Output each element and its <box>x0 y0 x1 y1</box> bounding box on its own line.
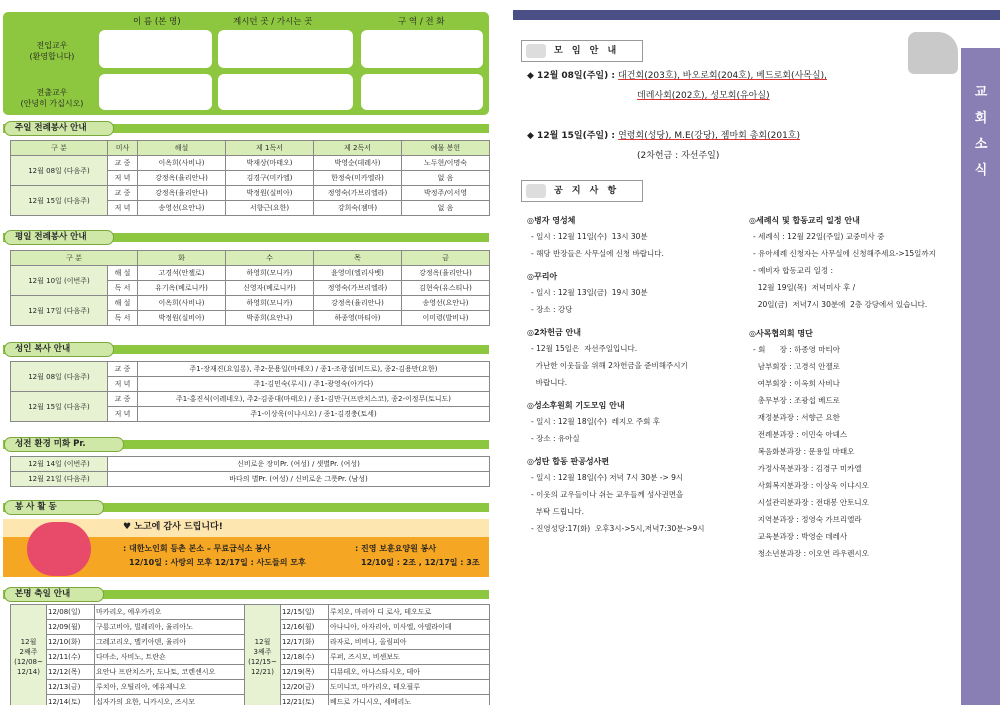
notice-line: 남부회장 : 고경석 안젤로 <box>753 362 840 371</box>
notice-title <box>521 180 643 202</box>
cell: 저 녁 <box>108 377 138 392</box>
notice-item <box>527 214 747 262</box>
mail-icon <box>526 44 546 58</box>
notice-left-col <box>527 214 747 545</box>
weekday-title: 평일 전례봉사 안내 <box>4 230 114 245</box>
notice-line: 지역분과장 : 정영숙 가브리엘라 <box>753 515 862 524</box>
col: 제 2독서 <box>314 141 402 156</box>
notice-item <box>749 214 959 313</box>
feast-date: 12/18(수) <box>281 650 329 665</box>
transfer-box <box>3 12 489 115</box>
notice-icon <box>526 184 546 198</box>
cell: 신영자(베로니카) <box>226 281 314 296</box>
feast-date: 12/15(일) <box>281 605 329 620</box>
feast-date: 12/16(월) <box>281 620 329 635</box>
notice-line: - 장소 : 유아실 <box>531 434 580 443</box>
top-band <box>513 10 1000 20</box>
right-page <box>513 0 1000 705</box>
cell: 박정주/이서영 <box>402 186 490 201</box>
notice-heading: ◎성탄 합동 판공성사편 <box>527 457 610 466</box>
out-name-field[interactable] <box>99 74 212 110</box>
cell: 하영희(모니카) <box>226 296 314 311</box>
feast-title: 본명 축일 안내 <box>4 587 104 602</box>
feast-names: 루퍼, 즈시모, 비센보도 <box>329 650 490 665</box>
meeting-line1b: 데레사회(202호), 성모회(유아실) <box>637 91 770 101</box>
transfer-in-label: 전입교우 (환영합니다) <box>29 41 75 61</box>
left-page <box>0 0 495 705</box>
notice-heading: ◎꾸리아 <box>527 272 558 281</box>
vertical-title: 교회소식 <box>974 85 988 178</box>
notice-item <box>527 270 747 318</box>
cell: 이옥희(사비나) <box>138 156 226 171</box>
cell: 바다의 별Pr. (여성) / 신비로운 그릇Pr. (남성) <box>108 472 490 487</box>
heart-illustration <box>27 522 91 576</box>
feast-date: 12/12(목) <box>47 665 95 680</box>
service-title: 봉 사 활 동 <box>4 500 104 515</box>
mailbox-icon <box>908 32 958 74</box>
cell: 주1-이상욱(이냐시오) / 종1-김경충(토세) <box>138 407 490 422</box>
cell: 없 음 <box>402 171 490 186</box>
col: 금 <box>402 251 490 266</box>
cell: 박정원(실비아) <box>138 311 226 326</box>
cell: 정영숙(가브리엘라) <box>314 281 402 296</box>
feast-week-label: 12월 2째주 (12/08~ 12/14) <box>11 605 47 705</box>
feast-names: 라자로, 비비나, 올림피아 <box>329 635 490 650</box>
notice-item <box>527 326 747 391</box>
notice-line: 20일(금) 저녁7시 30분에 2층 강당에서 있습니다. <box>753 300 928 309</box>
in-name-field[interactable] <box>99 30 212 68</box>
cell: 저 녁 <box>108 407 138 422</box>
cell: 이옥희(사비나) <box>138 296 226 311</box>
col: 목 <box>314 251 402 266</box>
feast-names: 디뮤테오, 아나스타시오, 테아 <box>329 665 490 680</box>
feast-date: 12/13(금) <box>47 680 95 695</box>
col-name: 이 름 (본 명) <box>133 17 181 27</box>
in-place-field[interactable] <box>218 30 353 68</box>
date: 12월 21일 (다음주) <box>11 472 108 487</box>
env-title: 성전 환경 미화 Pr. <box>4 437 124 452</box>
col: 제 1독서 <box>226 141 314 156</box>
feast-names: 도미니코, 마카리오, 테오필루 <box>329 680 490 695</box>
col: 해설 <box>138 141 226 156</box>
notice-heading: ◎병자 영성체 <box>527 216 576 225</box>
meeting-title <box>521 40 643 62</box>
feast-names: 아나니아, 아자리아, 미사엘, 아델라이데 <box>329 620 490 635</box>
cell: 교 중 <box>108 392 138 407</box>
thanks: ♥ 노고에 감사 드립니다! <box>123 522 223 532</box>
cell: 하영희(모니카) <box>226 266 314 281</box>
col-place: 계시던 곳 / 가시는 곳 <box>233 17 313 27</box>
notice-title-text: 공 지 사 항 <box>554 186 620 196</box>
notice-line: 가정사목분과장 : 김경구 미카엘 <box>753 464 862 473</box>
cell: 김경구(미카엘) <box>226 171 314 186</box>
notice-line: 가난한 이웃들을 위해 2차헌금을 준비해주시기 <box>531 361 688 370</box>
cell: 교 중 <box>108 362 138 377</box>
notice-item <box>749 327 959 562</box>
service-right1: : 진영 보훈요양원 봉사 <box>355 544 437 553</box>
col: 미사 <box>108 141 138 156</box>
adult-table <box>10 361 490 422</box>
feast-date: 12/10(화) <box>47 635 95 650</box>
cell: 박영순(데레사) <box>314 156 402 171</box>
feast-date: 12/08(일) <box>47 605 95 620</box>
notice-item <box>527 399 747 447</box>
feast-date: 12/19(목) <box>281 665 329 680</box>
col-area: 구 역 / 전 화 <box>398 17 445 27</box>
cell: 주1-김민숙(루시) / 주1-광영숙(아가다) <box>138 377 490 392</box>
feast-names: 베드로 가니시오, 세베리노 <box>329 695 490 705</box>
feast-table <box>10 604 490 705</box>
cell: 신비로운 장미Pr. (여성) / 샛별Pr. (여성) <box>108 457 490 472</box>
in-area-field[interactable] <box>361 30 483 68</box>
cell: 유기옥(베로니카) <box>138 281 226 296</box>
notice-line: 여부회장 : 이옥희 사비나 <box>753 379 840 388</box>
notice-line: - 일시 : 12월 13일(금) 19시 30분 <box>531 288 648 297</box>
meeting-line2b: (2차헌금 : 자선주일) <box>637 151 720 161</box>
feast-row <box>11 605 490 620</box>
cell: 송영선(요안나) <box>402 296 490 311</box>
meeting-line1 <box>527 70 827 82</box>
env-table <box>10 456 490 487</box>
notice-line: - 회 장 : 하종영 마티아 <box>753 345 841 354</box>
m1b: 대건회(203호), 바오로회(204호), 베드로회(사목실), <box>618 71 827 81</box>
adult-title: 성인 복사 안내 <box>4 342 114 357</box>
transfer-out-label: 전출교우 (안녕히 가십시오) <box>20 88 84 108</box>
cell: 없 음 <box>402 201 490 216</box>
feast-date: 12/09(월) <box>47 620 95 635</box>
notice-heading: ◎세례식 및 합동교리 일정 안내 <box>749 216 860 225</box>
cell: 강희숙(젬마) <box>314 201 402 216</box>
cell: 박종희(요안나) <box>226 311 314 326</box>
cell: 강정옥(율리안나) <box>314 296 402 311</box>
date: 12월 08일 (다음주) <box>11 362 108 392</box>
cell: 정영숙(가브리엘라) <box>314 186 402 201</box>
notice-heading: ◎성소후원회 기도모임 안내 <box>527 401 625 410</box>
feast-date: 12/11(수) <box>47 650 95 665</box>
notice-line: - 일시 : 12월 11일(수) 13시 30분 <box>531 232 648 241</box>
feast-names: 요안나 프란치스카, 도나토, 코렌센시오 <box>95 665 245 680</box>
cell: 강정옥(율리안나) <box>402 266 490 281</box>
date: 12월 15일 (다음주) <box>11 392 108 422</box>
notice-line: 재정분과장 : 서향근 요한 <box>753 413 840 422</box>
service-right2: 12/10일 : 2조 , 12/17일 : 3조 <box>361 558 480 567</box>
service-left1: : 대한노인회 등촌 본소 – 무료급식소 봉사 <box>123 544 271 553</box>
feast-date: 12/17(화) <box>281 635 329 650</box>
cell: 저 녁 <box>108 171 138 186</box>
notice-line: 시설관리분과장 : 전대봉 안토니오 <box>753 498 869 507</box>
service-box <box>3 519 489 577</box>
notice-line: 총무부장 : 조광섭 베드로 <box>753 396 840 405</box>
notice-line: - 진영성당:17(화) 오후3시->5시,저녁7:30분->9시 <box>531 524 705 533</box>
cell: 송영선(요안나) <box>138 201 226 216</box>
cell: 주1-장재진(요일롱), 주2-문용일(마태오) / 종1-조광섭(비드로), 종2-김용만(요한) <box>138 362 490 377</box>
notice-line: - 이웃의 교우들이나 쉬는 교우들께 성사권면을 <box>531 490 684 499</box>
col: 수 <box>226 251 314 266</box>
feast-names: 루치아, 오틸리아, 에유제니오 <box>95 680 245 695</box>
col: 구 분 <box>11 251 138 266</box>
feast-names: 루치오, 마리아 디 로사, 테오도로 <box>329 605 490 620</box>
notice-line: 청소년분과장 : 이오연 라우렌시오 <box>753 549 869 558</box>
notice-line: 부탁 드립니다. <box>531 507 585 516</box>
meeting-line2 <box>527 130 800 142</box>
cell: 고경석(안젤로) <box>138 266 226 281</box>
notice-heading: ◎2차헌금 안내 <box>527 328 581 337</box>
feast-names: 마카리오, 에우카리오 <box>95 605 245 620</box>
notice-line: - 유아세례 신청자는 사무실에 신청해주세요->15일까지 <box>753 249 936 258</box>
sunday-title: 주일 전례봉사 안내 <box>4 121 114 136</box>
cell: 주1-홍진식(이레네오), 주2-김종대(마태오) / 종1-김만구(프란치스코), 종2-이정무(토니도) <box>138 392 490 407</box>
notice-line: 바랍니다. <box>531 378 568 387</box>
notice-line: - 일시 : 12월 18일(수) 저녁 7시 30분 -> 9시 <box>531 473 684 482</box>
m2b: 연령회(성당), M.E(강당), 젬마회 총회(201호) <box>618 131 800 141</box>
cell: 하종영(마티아) <box>314 311 402 326</box>
cell: 박정원(실비아) <box>226 186 314 201</box>
meeting-title-text: 모 임 안 내 <box>554 46 620 56</box>
col: 구 분 <box>11 141 108 156</box>
notice-right-col <box>749 214 959 576</box>
date: 12월 17일 (다음주) <box>11 296 108 326</box>
cell: 윤영미(엘리사벳) <box>314 266 402 281</box>
cell: 강정옥(율리안나) <box>138 186 226 201</box>
date: 12월 14일 (이번주) <box>11 457 108 472</box>
cell: 독 서 <box>108 311 138 326</box>
out-area-field[interactable] <box>361 74 483 110</box>
cell: 박재상(마태오) <box>226 156 314 171</box>
notice-line: - 예비자 합동교리 일정 : <box>753 266 833 275</box>
cell: 강정옥(율리안나) <box>138 171 226 186</box>
cell: 김현숙(유스티나) <box>402 281 490 296</box>
cell: 저 녁 <box>108 201 138 216</box>
out-place-field[interactable] <box>218 74 353 110</box>
notice-line: 12월 19일(목) 저녁미사 후 / <box>753 283 856 292</box>
feast-names: 십자가의 요한, 니카시오, 즈시모 <box>95 695 245 705</box>
notice-line: - 장소 : 강당 <box>531 305 573 314</box>
cell: 서향근(요한) <box>226 201 314 216</box>
m1a: ◆ 12월 08일(주일) : <box>527 71 619 81</box>
m2a: ◆ 12월 15일(주일) : <box>527 131 619 141</box>
date: 12월 08일 (다음주) <box>11 156 108 186</box>
notice-line: - 해당 반장들은 사무실에 신청 바랍니다. <box>531 249 664 258</box>
notice-heading: ◎사목협의회 명단 <box>749 329 813 338</box>
feast-names: 그레고리오, 멜키아덴, 율리아 <box>95 635 245 650</box>
feast-date: 12/21(토) <box>281 695 329 705</box>
notice-line: - 일시 : 12월 18일(수) 레지오 주회 후 <box>531 417 660 426</box>
service-left2: 12/10일 : 사랑의 모후 12/17일 : 사도들의 모후 <box>129 558 306 567</box>
feast-names: 다마소, 사비노, 트란숀 <box>95 650 245 665</box>
cell: 해 설 <box>108 266 138 281</box>
cell: 교 중 <box>108 186 138 201</box>
feast-body <box>11 605 490 705</box>
cell: 노두현/이명숙 <box>402 156 490 171</box>
notice-line: - 세례식 : 12월 22일(주일) 교중미사 중 <box>753 232 885 241</box>
cell: 해 설 <box>108 296 138 311</box>
notice-line: - 12월 15일은 자선주일입니다. <box>531 344 638 353</box>
notice-item <box>527 455 747 537</box>
date: 12월 10일 (이번주) <box>11 266 108 296</box>
notice-line: 사회복지분과장 : 이상욱 이냐시오 <box>753 481 869 490</box>
feast-week-label: 12월 3째주 (12/15~ 12/21) <box>245 605 281 705</box>
notice-line: 전례분과장 : 이민숙 아녜스 <box>753 430 848 439</box>
cell: 이미령(발비나) <box>402 311 490 326</box>
col: 화 <box>138 251 226 266</box>
feast-date: 12/20(금) <box>281 680 329 695</box>
cell: 한정숙(미카엘라) <box>314 171 402 186</box>
cell: 독 서 <box>108 281 138 296</box>
weekday-table <box>10 250 490 326</box>
cell: 교 중 <box>108 156 138 171</box>
feast-names: 구룡고비아, 빌레리아, 율리아노 <box>95 620 245 635</box>
date: 12월 15일 (다음주) <box>11 186 108 216</box>
sunday-table <box>10 140 490 216</box>
col: 예물 봉헌 <box>402 141 490 156</box>
notice-line: 교육분과장 : 박영순 데레사 <box>753 532 848 541</box>
notice-line: 복음화분과장 : 문용일 마태오 <box>753 447 855 456</box>
feast-date: 12/14(토) <box>47 695 95 705</box>
